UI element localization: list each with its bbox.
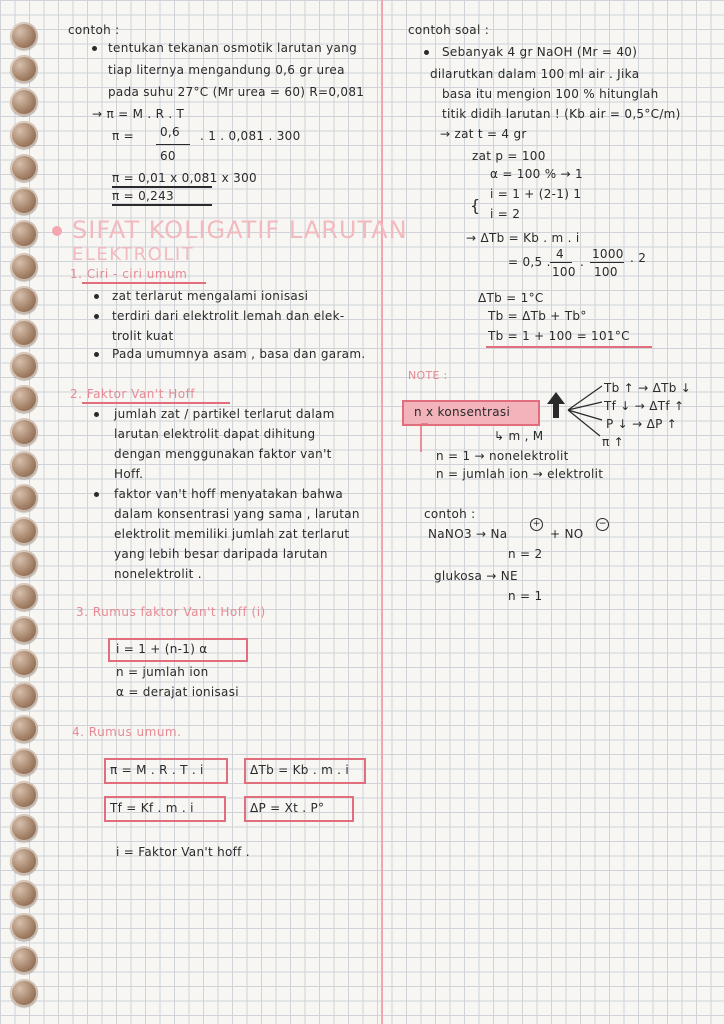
- fraction-denominator: 100: [594, 265, 618, 279]
- binder-holes: [10, 22, 44, 1012]
- binder-hole: [10, 715, 38, 743]
- list-item-cont: dalam konsentrasi yang sama , larutan: [114, 507, 360, 521]
- note-i: i = Faktor Van't hoff .: [116, 845, 250, 859]
- binder-hole: [10, 550, 38, 578]
- title-dot: [52, 226, 62, 236]
- bullet: [92, 46, 97, 51]
- binder-hole: [10, 880, 38, 908]
- definition-n: n = jumlah ion: [116, 665, 209, 679]
- solution-line: α = 100 % → 1: [490, 167, 583, 181]
- list-item: faktor van't hoff menyatakan bahwa: [114, 487, 344, 501]
- formula-i: i = 1 + (n-1) α: [116, 642, 208, 656]
- binder-hole: [10, 748, 38, 776]
- list-item-cont: larutan elektrolit dapat dihitung: [114, 427, 316, 441]
- heading-rumus-faktor: 3. Rumus faktor Van't Hoff (i): [76, 605, 266, 619]
- brace: {: [470, 196, 481, 215]
- binder-hole: [10, 220, 38, 248]
- list-item-cont: trolit kuat: [112, 329, 174, 343]
- formula-boiling: ΔTb = Kb . m . i: [250, 763, 350, 777]
- binder-hole: [10, 88, 38, 116]
- binder-hole: [10, 847, 38, 875]
- margin-line: [381, 0, 383, 1024]
- binder-hole: [10, 418, 38, 446]
- question-line: tiap liternya mengandung 0,6 gr urea: [108, 63, 345, 77]
- definition-alpha: α = derajat ionisasi: [116, 685, 239, 699]
- bullet: [424, 50, 429, 55]
- heading-underline: [82, 282, 206, 284]
- formula-osmotic: π = M . R . T . i: [110, 763, 204, 777]
- formula-vapor: ΔP = Xt . P°: [250, 801, 325, 815]
- binder-hole: [10, 154, 38, 182]
- dot-operator: .: [580, 255, 585, 269]
- list-item-cont: yang lebih besar daripada larutan: [114, 547, 328, 561]
- result-overline: [112, 186, 212, 188]
- list-item-cont: Hoff.: [114, 467, 144, 481]
- note-n1: n = 1 → nonelektrolit: [436, 449, 569, 463]
- binder-hole: [10, 352, 38, 380]
- bullet: [94, 294, 99, 299]
- branch-arrows-icon: [566, 380, 606, 450]
- effect-pi: π ↑: [602, 435, 624, 449]
- solution-line: → π = M . R . T: [92, 107, 185, 121]
- bullet: [94, 492, 99, 497]
- binder-hole: [10, 913, 38, 941]
- note-box-text: n x konsentrasi: [414, 405, 511, 419]
- fraction-numerator: 1000: [592, 247, 624, 261]
- up-arrow-icon: [546, 390, 566, 420]
- heading-rumus-umum: 4. Rumus umum.: [72, 725, 182, 739]
- effect-tb: Tb ↑ → ΔTb ↓: [604, 381, 692, 395]
- solution-line: π =: [112, 129, 134, 143]
- fraction-denominator: 60: [160, 149, 176, 163]
- result-line: Tb = ΔTb + Tb°: [488, 309, 587, 323]
- contoh-soal-label: contoh soal :: [408, 23, 490, 37]
- solution-line: = 0,5 .: [508, 255, 551, 269]
- binder-hole: [10, 385, 38, 413]
- binder-hole: [10, 583, 38, 611]
- binder-hole: [10, 286, 38, 314]
- binder-hole: [10, 22, 38, 50]
- note-mM: ↳ m , M: [494, 429, 544, 443]
- solution-line: i = 1 + (2-1) 1: [490, 187, 582, 201]
- example-n: n = 2: [508, 547, 543, 561]
- contoh-label: contoh :: [68, 23, 120, 37]
- note-label: NOTE :: [408, 369, 448, 382]
- section-subtitle: ELEKTROLIT: [72, 244, 195, 265]
- fraction-line: [590, 262, 624, 263]
- bracket-arrow-icon: [418, 422, 430, 456]
- binder-hole: [10, 319, 38, 347]
- binder-hole: [10, 781, 38, 809]
- solution-line: → ΔTb = Kb . m . i: [466, 231, 580, 245]
- effect-tf: Tf ↓ → ΔTf ↑: [604, 399, 685, 413]
- binder-hole: [10, 253, 38, 281]
- fraction-numerator: 0,6: [160, 125, 180, 139]
- fraction-denominator: 100: [552, 265, 576, 279]
- binder-hole: [10, 187, 38, 215]
- binder-hole: [10, 484, 38, 512]
- binder-hole: [10, 616, 38, 644]
- question-line: tentukan tekanan osmotik larutan yang: [108, 41, 357, 55]
- solution-result: π = 0,243: [112, 189, 174, 203]
- contoh-label: contoh :: [424, 507, 476, 521]
- list-item-cont: dengan menggunakan faktor van't: [114, 447, 332, 461]
- binder-hole: [10, 55, 38, 83]
- example-no3: + NO: [550, 527, 584, 541]
- binder-hole: [10, 979, 38, 1007]
- bullet: [94, 352, 99, 357]
- solution-line: . 1 . 0,081 . 300: [200, 129, 301, 143]
- heading-faktor-vant-hoff: 2. Faktor Van't Hoff: [70, 387, 196, 401]
- list-item-cont: nonelektrolit .: [114, 567, 202, 581]
- result-underline: [486, 346, 652, 348]
- binder-hole: [10, 121, 38, 149]
- solution-line: . 2: [630, 251, 647, 265]
- bullet: [94, 412, 99, 417]
- result-underline: [112, 204, 212, 206]
- binder-hole: [10, 946, 38, 974]
- fraction-line: [550, 262, 572, 263]
- question-line: pada suhu 27°C (Mr urea = 60) R=0,081: [108, 85, 365, 99]
- list-item: terdiri dari elektrolit lemah dan elek-: [112, 309, 345, 323]
- formula-freezing: Tf = Kf . m . i: [110, 801, 194, 815]
- solution-line: zat p = 100: [472, 149, 546, 163]
- question-line: Sebanyak 4 gr NaOH (Mr = 40): [442, 45, 638, 59]
- binder-hole: [10, 649, 38, 677]
- section-title: SIFAT KOLIGATIF LARUTAN: [72, 216, 408, 244]
- example-nano3: NaNO3 → Na: [428, 527, 508, 541]
- list-item: zat terlarut mengalami ionisasi: [112, 289, 309, 303]
- question-line: dilarutkan dalam 100 ml air . Jika: [430, 67, 640, 81]
- question-line: basa itu mengion 100 % hitunglah: [442, 87, 659, 101]
- effect-p: P ↓ → ΔP ↑: [606, 417, 678, 431]
- binder-hole: [10, 451, 38, 479]
- example-glukosa: glukosa → NE: [434, 569, 518, 583]
- list-item: Pada umumnya asam , basa dan garam.: [112, 347, 366, 361]
- question-line: titik didih larutan ! (Kb air = 0,5°C/m): [442, 107, 681, 121]
- plus-charge-icon: +: [530, 518, 543, 531]
- binder-hole: [10, 682, 38, 710]
- solution-line: i = 2: [490, 207, 521, 221]
- bullet: [94, 314, 99, 319]
- result-line: ΔTb = 1°C: [478, 291, 544, 305]
- fraction-line: [156, 144, 190, 145]
- heading-ciri-umum: 1. Ciri - ciri umum: [70, 267, 188, 281]
- list-item: jumlah zat / partikel terlarut dalam: [114, 407, 335, 421]
- result-line: Tb = 1 + 100 = 101°C: [488, 329, 630, 343]
- solution-line: → zat t = 4 gr: [440, 127, 527, 141]
- example-n: n = 1: [508, 589, 543, 603]
- note-n2: n = jumlah ion → elektrolit: [436, 467, 604, 481]
- minus-charge-icon: −: [596, 518, 609, 531]
- solution-line: π = 0,01 x 0,081 x 300: [112, 171, 257, 185]
- heading-underline: [82, 402, 230, 404]
- binder-hole: [10, 814, 38, 842]
- list-item-cont: elektrolit memiliki jumlah zat terlarut: [114, 527, 350, 541]
- fraction-numerator: 4: [556, 247, 564, 261]
- binder-hole: [10, 517, 38, 545]
